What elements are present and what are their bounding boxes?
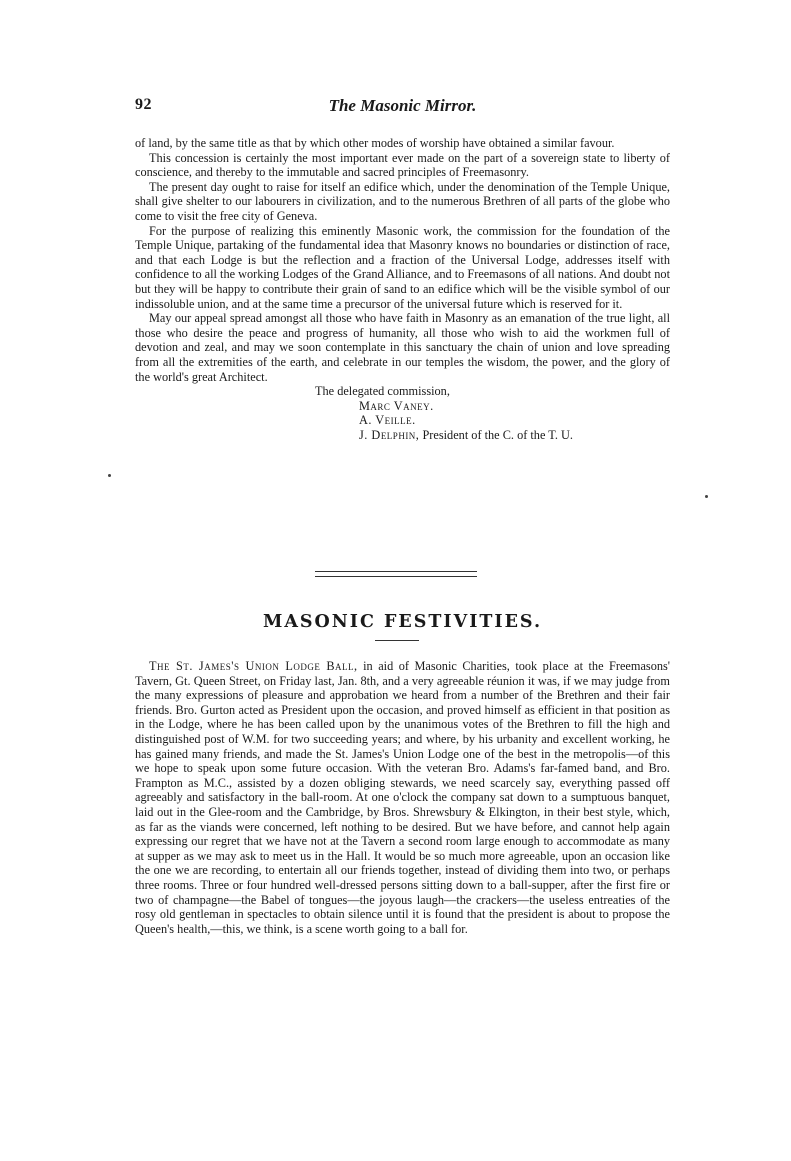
signatory-name: J. Delphin, (359, 427, 420, 442)
running-title: The Masonic Mirror. (328, 96, 477, 115)
paragraph: The present day ought to raise for itself an edifice which, under the denomination of the Temple Unique, shall give shelter to our labourers in civilization, and to the numerous Brethren of all parts of the globe who come to visit the free city of Geneva. (135, 179, 670, 223)
paragraph (135, 659, 670, 936)
paragraph: For the purpose of realizing this eminently Masonic work, the commission for the foundation of the Temple Unique, partaking of the fundamental idea that Masonry knows no boundaries or distinction of race, and that each Lodge is but the reflection and a fraction of the Universal Lodge, addresses itself with confidence to all the working Lodges of the Grand Alliance, and to Freemasons of all nations. And doubt not but they will be happy to contribute their grain of sand to an edifice which will be the visible symbol of our indissoluble union, and at the same time a precursor of the universal future which is reserved for it. (135, 223, 670, 311)
appeal-text-column (135, 136, 670, 442)
article-body: in aid of Masonic Charities, took place at the Freemasons' Tavern, Gt. Queen Street, on Friday last, Jan. 8th, and a very agreeable réunion it was, if we may judge from the many expressions of pleasure and approbation we heard from a number of the Brethren and their fair friends. Bro. Gurton acted as President upon the occasion, and proved himself as efficient in that position as in the Lodge, where he has been called upon by the unanimous votes of the Brethren to fill the high and distinguished post of W.M. for two succeeding years; and where, by his urbanity and excellent working, he has gained many friends, and made the St. James's Union Lodge one of the best in the metropolis—of this we hope to speak upon some future occasion. With the veteran Bro. Adams's far-famed band, and Bro. Frampton as M.C., assisted by a dozen obliging stewards, we need scarcely say, everything passed off agreeably and satisfactory in the ball-room. At one o'clock the company sat down to a sumptuous banquet, laid out in the Glee-room and the Cambridge, by Bros. Shrewsbury & Elkington, in their best style, which, as far as the viands were concerned, left nothing to be desired. But we have before, and cannot help again expressing our regret that we have not at the Tavern a second room large enough to accommodate as many at supper as we may ask to meet us in the Hall. It would be so much more agreeable, upon an occasion like the one we are recording, to entertain all our friends together, instead of dividing them into two, or perhaps three rooms. Three or four hundred well-dressed persons sitting down to a ball-supper, after the first fire or two of champagne—the Babel of tongues—the joyous laugh—the crackers—the useless entreaties of the rosy old gentleman in spectacles to obtain silence until it is found that the president is about to propose the Queen's health,—this, we think, is a scene worth going to a ball for. (135, 659, 670, 936)
signatory-name: A. Veille. (359, 413, 416, 428)
paragraph-continuation: of land, by the same title as that by which other modes of worship have obtained a similar favour. (135, 136, 615, 150)
paragraph: This concession is certainly the most important ever made on the part of a sovereign state to liberty of conscience, and thereby to the immutable and sacred principles of Freemasonry. (135, 150, 670, 180)
article-lead: The St. James's Union Lodge Ball, (149, 659, 358, 673)
page-number: 92 (135, 96, 152, 113)
signature-intro: The delegated commission, (315, 384, 450, 399)
festivities-text-column (135, 659, 670, 936)
signatory-line (359, 428, 670, 443)
section-heading: MASONIC FESTIVITIES. (262, 612, 543, 632)
section-divider (315, 571, 477, 577)
signature-block (315, 384, 670, 442)
signatory-name: Marc Vaney. (359, 398, 434, 413)
signatory-title: President of the C. of the T. U. (419, 427, 573, 442)
page-header (135, 96, 670, 122)
heading-rule (375, 640, 419, 641)
margin-mark (108, 474, 111, 477)
paragraph: May our appeal spread amongst all those who have faith in Masonry as an emanation of the true light, all those who desire the peace and progress of humanity, all those who wish to aid the workmen full of devotion and zeal, and may we soon contemplate in this sanctuary the chain of union and love spreading from all the extremities of the earth, and celebrate in our temples the wisdom, the power, and the glory of the world's great Architect. (135, 311, 670, 384)
margin-mark (705, 495, 708, 498)
